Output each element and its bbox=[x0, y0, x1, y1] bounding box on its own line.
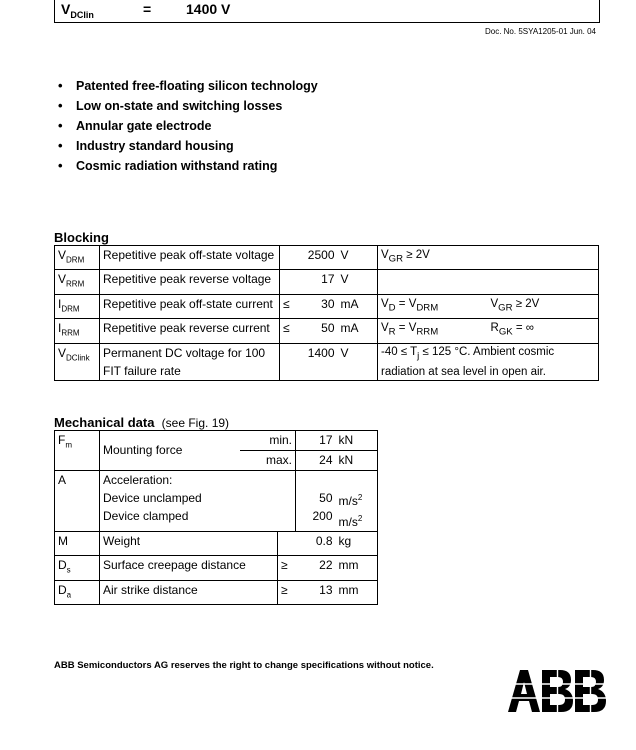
table-row bbox=[55, 556, 378, 580]
feature-list bbox=[58, 76, 318, 176]
param-cell: Weight bbox=[100, 532, 278, 556]
value-cell: 22 bbox=[296, 556, 336, 580]
symbol-cell: M bbox=[55, 532, 100, 556]
value-cell: 2500 bbox=[298, 246, 338, 270]
op-cell: ≤ bbox=[280, 294, 298, 318]
unit-cell: V bbox=[338, 343, 378, 380]
table-row bbox=[55, 319, 599, 343]
table-row bbox=[55, 270, 599, 294]
header-box bbox=[54, 0, 600, 23]
value-cell: 17 bbox=[298, 270, 338, 294]
value-cell: 50 bbox=[298, 319, 338, 343]
param-cell: Permanent DC voltage for 100 FIT failure rate bbox=[100, 343, 280, 380]
blocking-table bbox=[54, 245, 599, 381]
op-cell bbox=[280, 246, 298, 270]
symbol-cell: $I_{DRM}$ bbox=[55, 294, 100, 318]
param-cell: Repetitive peak off-state current bbox=[100, 294, 280, 318]
table-row bbox=[55, 246, 599, 270]
unit-cell: V bbox=[338, 270, 378, 294]
header-value: 1400 V bbox=[186, 1, 231, 17]
feature-item: • Industry standard housing bbox=[58, 136, 318, 156]
op-cell bbox=[280, 343, 298, 380]
param-cell: Repetitive peak reverse current bbox=[100, 319, 280, 343]
condition-cell-2: $R_{GK}$ = ∞ bbox=[488, 319, 599, 343]
op-cell: ≥ bbox=[278, 556, 296, 580]
table-row bbox=[55, 294, 599, 318]
feature-item: • Low on-state and switching losses bbox=[58, 96, 318, 116]
feature-item: • Patented free-floating silicon technology bbox=[58, 76, 318, 96]
unit-cell: mm bbox=[336, 580, 378, 604]
table-row bbox=[55, 580, 378, 604]
condition-cell: $-40 \le T_j \le 125$ °C. Ambient cosmic radiation at sea level in open air. bbox=[378, 343, 599, 380]
footer-disclaimer: ABB Semiconductors AG reserves the right to change specifications without notice. bbox=[54, 660, 434, 671]
unit-cell: kg bbox=[336, 532, 378, 556]
unit-cell: V bbox=[338, 246, 378, 270]
unit-cell: $m/s^2$ $m/s^2$ bbox=[336, 471, 378, 532]
unit-cell: kN bbox=[336, 451, 378, 471]
doc-number: Doc. No. 5SYA1205-01 Jun. 04 bbox=[484, 27, 596, 36]
condition-cell-2: $V_{GR} \ge 2V$ bbox=[488, 294, 599, 318]
value-cell: 50 200 bbox=[296, 471, 336, 532]
op-cell: ≤ bbox=[280, 319, 298, 343]
symbol-cell: $F_m$ bbox=[55, 431, 100, 471]
op-cell bbox=[278, 532, 296, 556]
value-cell: 24 bbox=[296, 451, 336, 471]
table-row bbox=[55, 471, 378, 532]
symbol-cell: $D_a$ bbox=[55, 580, 100, 604]
param-cell: Acceleration: Device unclamped Device clamped bbox=[100, 471, 296, 532]
symbol-cell: $I_{RRM}$ bbox=[55, 319, 100, 343]
unit-cell: kN bbox=[336, 431, 378, 451]
condition-cell-2 bbox=[488, 270, 599, 294]
value-cell: 1400 bbox=[298, 343, 338, 380]
value-cell: 30 bbox=[298, 294, 338, 318]
op-cell: ≥ bbox=[278, 580, 296, 604]
blocking-title: Blocking bbox=[54, 230, 109, 245]
symbol-cell: A bbox=[55, 471, 100, 532]
param-cell: Mounting force bbox=[100, 431, 240, 471]
table-row bbox=[55, 343, 599, 380]
max-label: max. bbox=[240, 451, 296, 471]
condition-cell: $V_R = V_{RRM}$ bbox=[378, 319, 488, 343]
header-equals: = bbox=[143, 1, 152, 17]
param-cell: Surface creepage distance bbox=[100, 556, 278, 580]
symbol-cell: $V_{RRM}$ bbox=[55, 270, 100, 294]
unit-cell: mA bbox=[338, 294, 378, 318]
condition-cell: $V_D = V_{DRM}$ bbox=[378, 294, 488, 318]
unit-cell: mm bbox=[336, 556, 378, 580]
condition-cell bbox=[378, 270, 488, 294]
table-row bbox=[55, 532, 378, 556]
value-cell: 13 bbox=[296, 580, 336, 604]
min-label: min. bbox=[240, 431, 296, 451]
feature-item: • Cosmic radiation withstand rating bbox=[58, 156, 318, 176]
mechanical-title: Mechanical data (see Fig. 19) bbox=[54, 415, 230, 430]
value-cell: 17 bbox=[296, 431, 336, 451]
table-row bbox=[55, 431, 378, 451]
abb-logo bbox=[508, 670, 608, 712]
condition-cell: $V_{GR} \ge 2V$ bbox=[378, 246, 488, 270]
symbol-cell: $V_{DRM}$ bbox=[55, 246, 100, 270]
header-symbol: $V_{DClin}$ bbox=[61, 1, 94, 20]
symbol-cell: $D_s$ bbox=[55, 556, 100, 580]
param-cell: Repetitive peak off-state voltage bbox=[100, 246, 280, 270]
symbol-cell: $V_{DClink}$ bbox=[55, 343, 100, 380]
feature-item: • Annular gate electrode bbox=[58, 116, 318, 136]
condition-cell-2 bbox=[488, 246, 599, 270]
mechanical-table bbox=[54, 430, 378, 605]
op-cell bbox=[280, 270, 298, 294]
value-cell: 0.8 bbox=[296, 532, 336, 556]
param-cell: Repetitive peak reverse voltage bbox=[100, 270, 280, 294]
unit-cell: mA bbox=[338, 319, 378, 343]
param-cell: Air strike distance bbox=[100, 580, 278, 604]
